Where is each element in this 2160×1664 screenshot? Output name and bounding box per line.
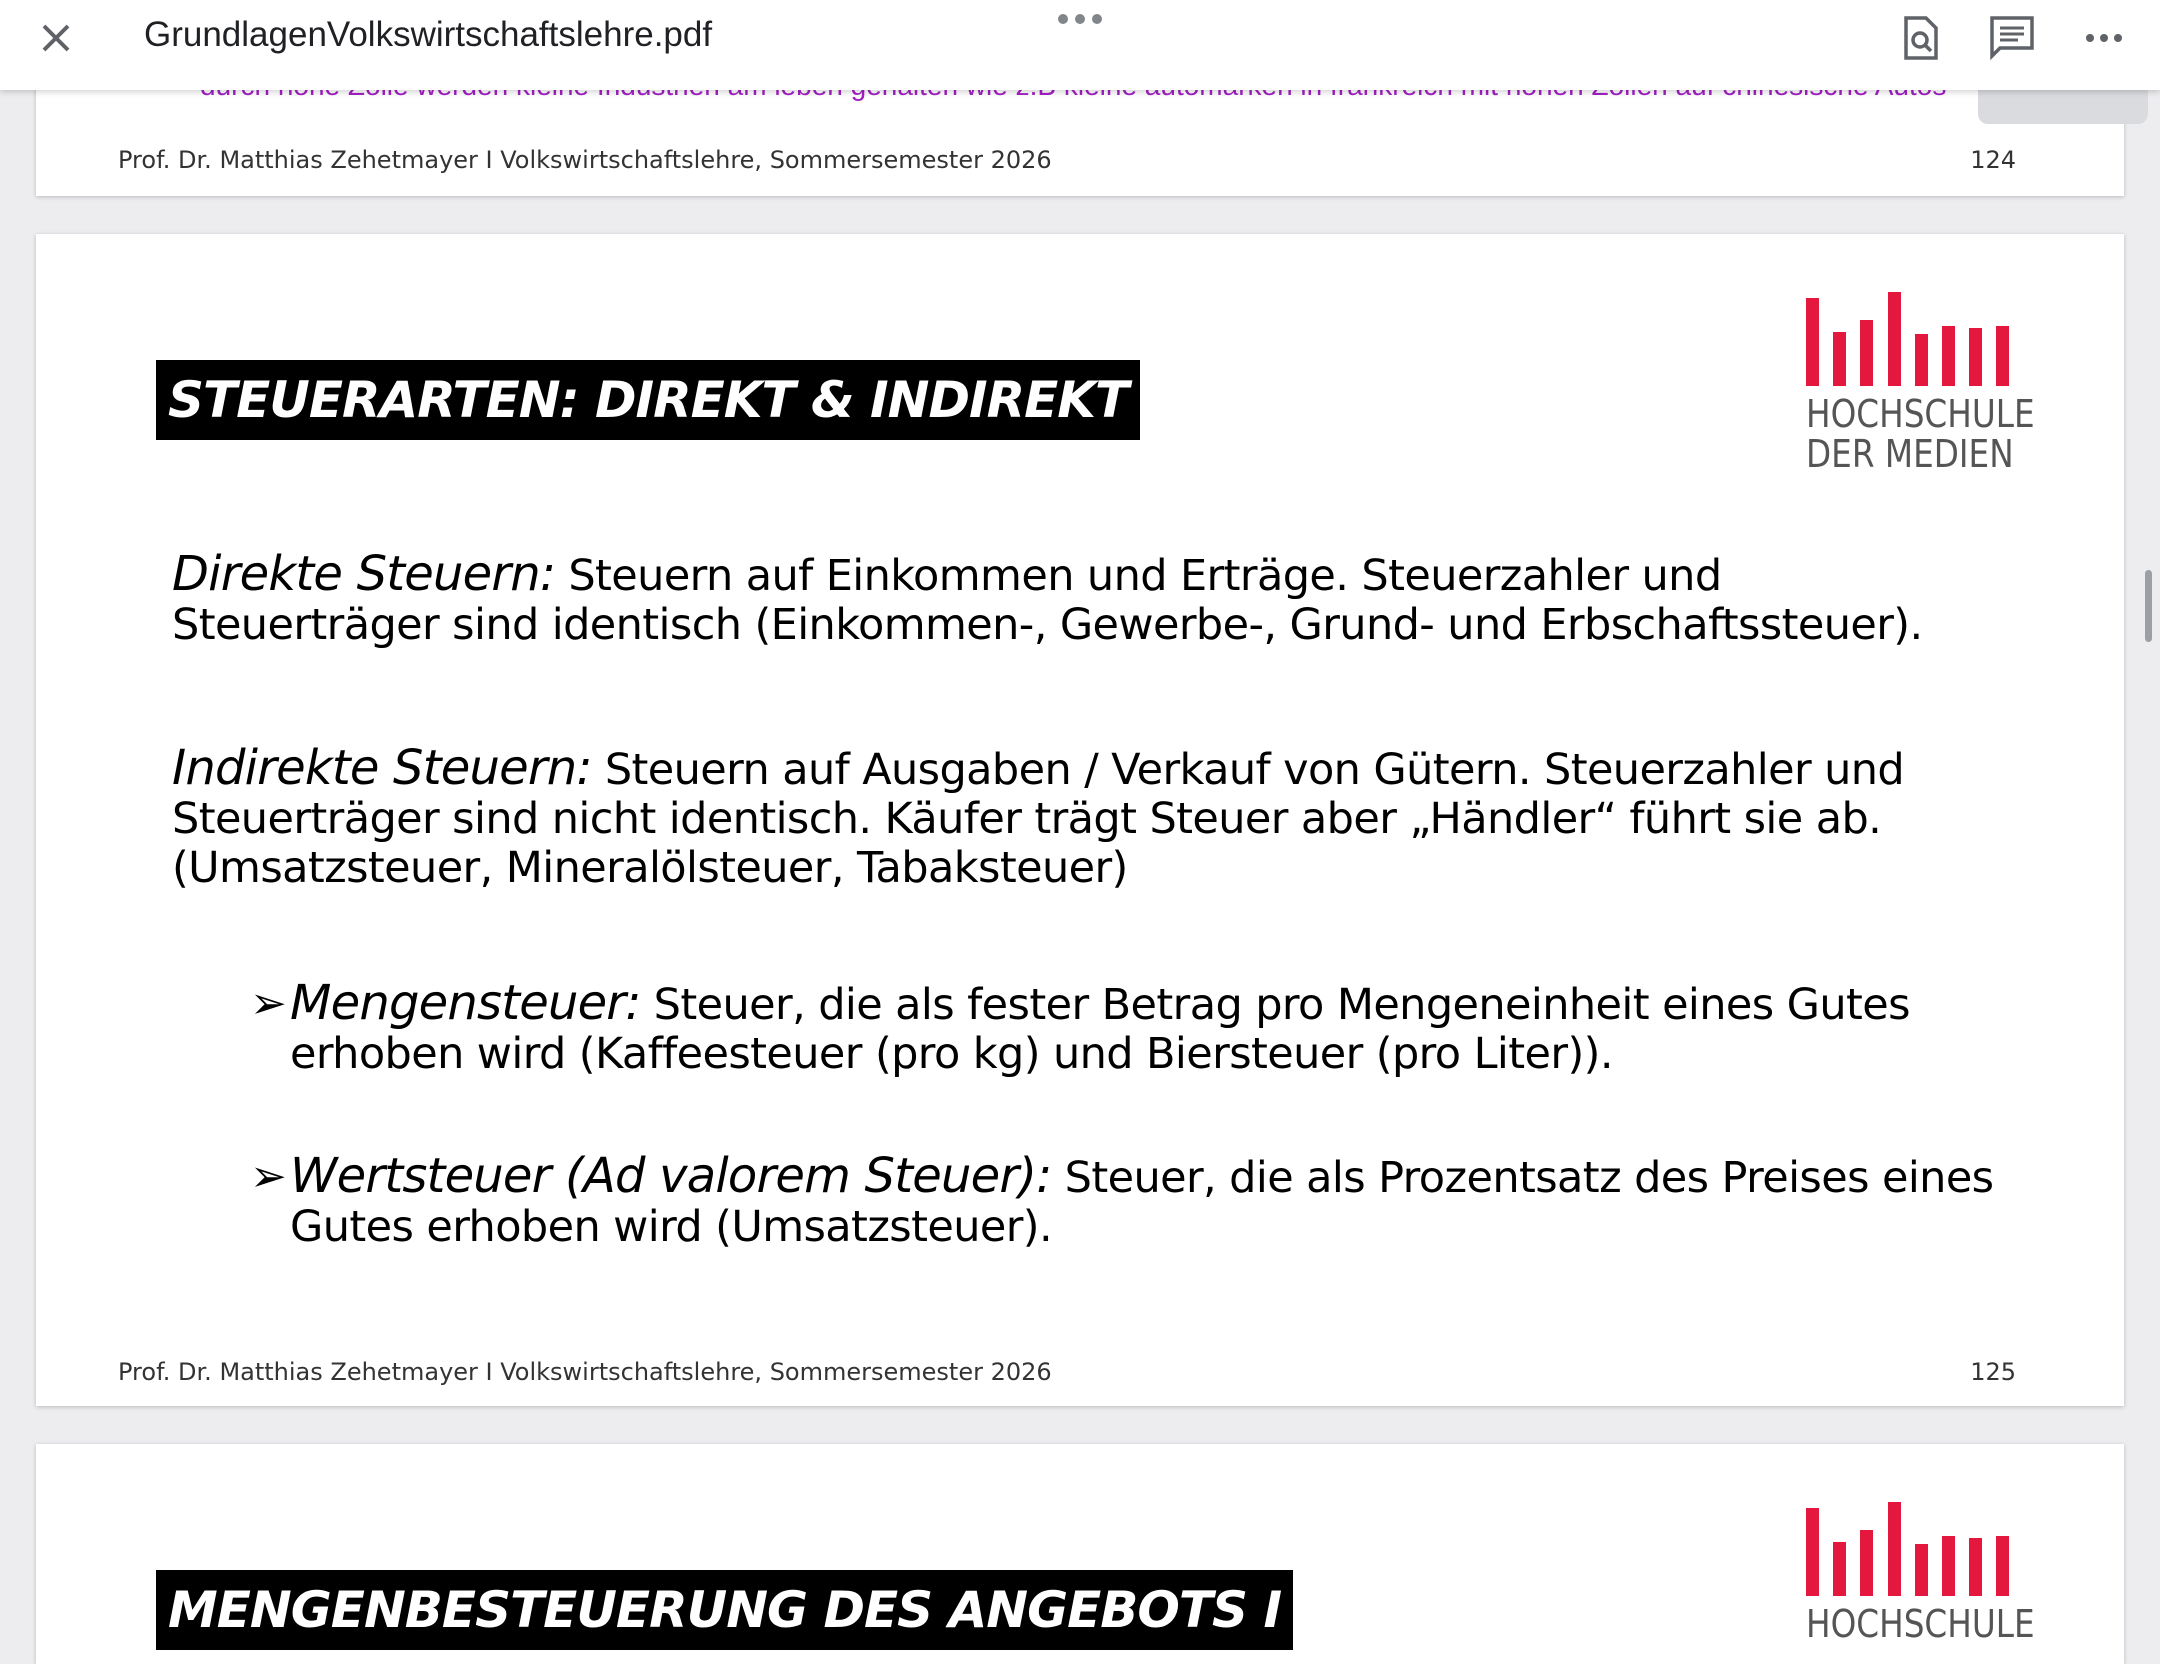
bullet-value-tax xyxy=(250,1148,2030,1252)
arrow-bullet-icon: ➢ xyxy=(250,978,287,1029)
logo-text-line2: DER MEDIEN xyxy=(1806,432,2014,476)
close-button[interactable] xyxy=(30,12,82,64)
bullet-quantity-tax xyxy=(250,975,2030,1079)
term-quantity-tax: Mengensteuer: xyxy=(290,975,641,1031)
university-logo xyxy=(1806,1502,2035,1646)
slide-heading: STEUERARTEN: DIREKT & INDIREKT xyxy=(156,360,1140,440)
term-indirect-taxes: Indirekte Steuern: xyxy=(172,740,592,796)
paragraph-indirect-taxes xyxy=(172,740,2032,893)
text-line: Gutes erhoben wird (Umsatzsteuer). xyxy=(290,1202,1053,1252)
page-number: 124 xyxy=(1970,146,2016,174)
comments-button[interactable] xyxy=(1984,10,2040,66)
logo-bars-icon xyxy=(1806,292,2010,388)
term-direct-taxes: Direkte Steuern: xyxy=(172,546,556,602)
pdf-page-126 xyxy=(36,1444,2124,1664)
page-footer: Prof. Dr. Matthias Zehetmayer I Volkswirtschaftslehre, Sommersemester 2026 xyxy=(118,1358,1052,1386)
text-line: Steuer, die als Prozentsatz des Preises eines xyxy=(1051,1153,1994,1203)
page-number: 125 xyxy=(1970,1358,2016,1386)
find-in-document-icon xyxy=(1892,10,1948,66)
text-line: (Umsatzsteuer, Mineralölsteuer, Tabaksteuer) xyxy=(172,843,1128,893)
document-title: GrundlagenVolkswirtschaftslehre.pdf xyxy=(144,15,713,54)
more-options-button[interactable] xyxy=(2076,10,2132,66)
pdf-page-125 xyxy=(36,234,2124,1406)
text-line: Steuerträger sind nicht identisch. Käufer trägt Steuer aber „Händler“ führt sie ab. xyxy=(172,794,1882,844)
text-line: Steuer, die als fester Betrag pro Mengeneinheit eines Gutes xyxy=(640,980,1910,1030)
term-value-tax: Wertsteuer (Ad valorem Steuer): xyxy=(290,1148,1052,1204)
text-line: erhoben wird (Kaffeesteuer (pro kg) und Biersteuer (pro Liter)). xyxy=(290,1029,1613,1079)
paragraph-direct-taxes xyxy=(172,546,2032,650)
arrow-bullet-icon: ➢ xyxy=(250,1151,287,1202)
text-line: Steuern auf Ausgaben / Verkauf von Gütern. Steuerzahler und xyxy=(591,745,1905,795)
slide-heading: MENGENBESTEUERUNG DES ANGEBOTS I xyxy=(156,1570,1293,1650)
more-horizontal-icon xyxy=(2076,10,2132,66)
close-icon xyxy=(30,12,82,64)
logo-text-line1: HOCHSCHULE xyxy=(1806,1602,2035,1646)
page-footer: Prof. Dr. Matthias Zehetmayer I Volkswirtschaftslehre, Sommersemester 2026 xyxy=(118,146,1052,174)
text-line: Steuerträger sind identisch (Einkommen-, Gewerbe-, Grund- und Erbschaftssteuer). xyxy=(172,600,1923,650)
logo-text-line1: HOCHSCHULE xyxy=(1806,392,2035,436)
top-toolbar xyxy=(0,0,2160,90)
comment-icon xyxy=(1984,10,2040,66)
drag-handle-icon[interactable] xyxy=(1056,12,1104,26)
scrollbar-thumb[interactable] xyxy=(2145,570,2152,642)
text-line: Steuern auf Einkommen und Erträge. Steuerzahler und xyxy=(555,551,1722,601)
university-logo xyxy=(1806,292,2035,476)
find-in-document-button[interactable] xyxy=(1892,10,1948,66)
logo-bars-icon xyxy=(1806,1502,2010,1598)
